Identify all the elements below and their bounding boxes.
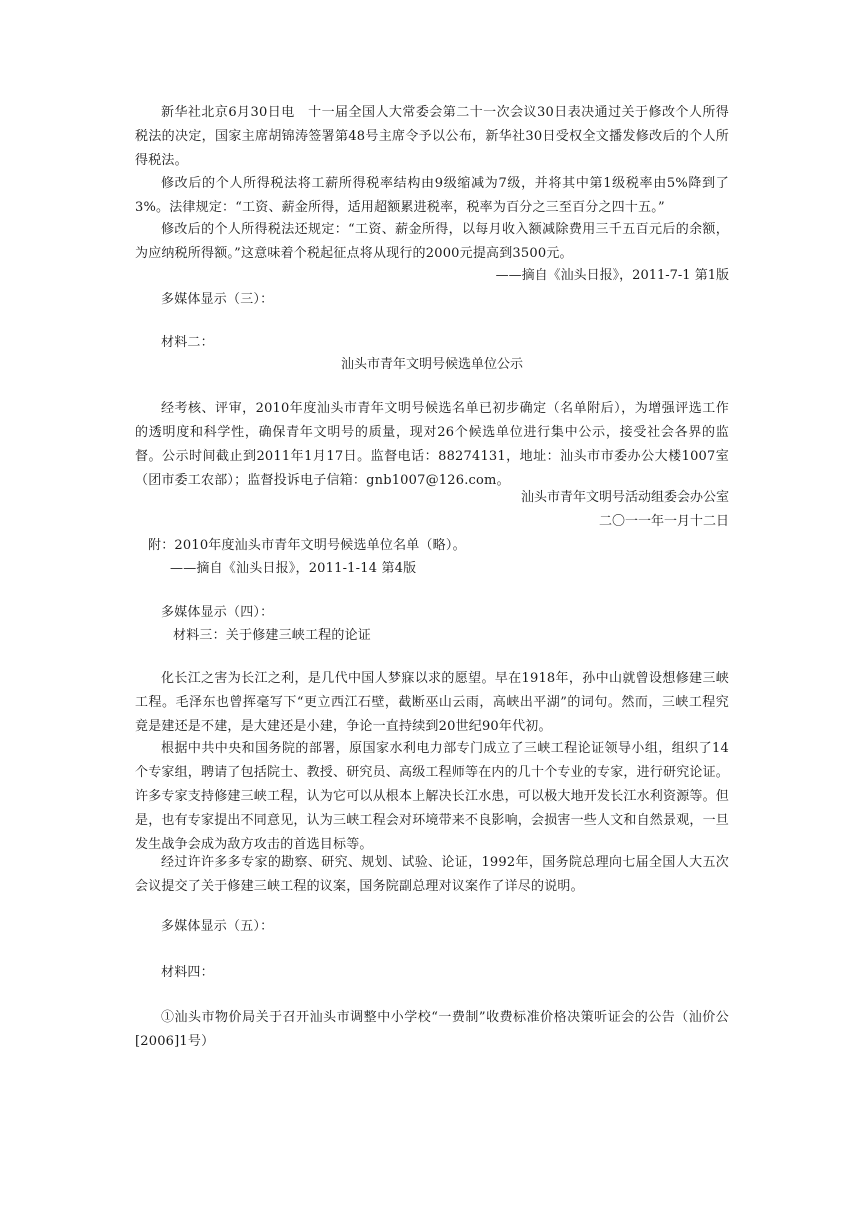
notice-body: 经考核、评审，2010年度汕头市青年文明号候选名单已初步确定（名单附后），为增强评选工作的透明度和科学性，确保青年文明号的质量，现对26个候选单位进行集中公示，接受社会各界的监督。公示时间截止到2011年1月17日。监督电话：88274131，地址：汕头市市委办公大楼1007室（团市委工农部）；监督投诉电子信箱：gnb1007@126.com。: [135, 401, 729, 488]
announcement-item-1: ①汕头市物价局关于召开汕头市调整中小学校“一费制”收费标准价格决策听证会的公告（汕价公[2006]1号）: [135, 1010, 729, 1049]
three-gorges-paragraph-2: 根据中共中央和国务院的部署，原国家水利电力部专门成立了三峡工程论证领导小组，组织了14个专家组，聘请了包括院士、教授、研究员、高级工程师等在内的几十个专业的专家，进行研究论证。许多专家支持修建三峡工程，认为它可以从根本上解决长江水患，可以极大地开发长江水利资源等。但是，也有专家提出不同意见，认为三峡工程会对环境带来不良影响，会损害一些人文和自然景观，一旦发生战争会成为敌方攻击的首选目标等。: [135, 741, 730, 852]
notice-title: 汕头市青年文明号候选单位公示: [340, 357, 523, 372]
media5-material-label: 材料四：: [161, 965, 214, 980]
notice-appendix: 附：2010年度汕头市青年文明号候选单位名单（略）。: [148, 538, 466, 553]
news-paragraph-3: 修改后的个人所得税法还规定：“工资、薪金所得，以每月收入额减除费用三千五百元后的余额，为应纳税所得额。”这意味着个税起征点将从现行的2000元提高到3500元。: [135, 222, 729, 261]
notice-source: ——摘自《汕头日报》，2011-1-14 第4版: [170, 561, 417, 576]
three-gorges-paragraph-3: 经过许许多多专家的勘察、研究、规划、试验、论证，1992年，国务院总理向七届全国人大五次会议提交了关于修建三峡工程的议案，国务院副总理对议案作了详尽的说明。: [135, 855, 729, 894]
media3-heading: 多媒体显示（三）：: [161, 292, 274, 307]
news-paragraph-2: 修改后的个人所得税法将工薪所得税率结构由9级缩减为7级，并将其中第1级税率由5%降到了3%。法律规定：“工资、薪金所得，适用超额累进税率，税率为百分之三至百分之四十五。”: [135, 176, 729, 215]
three-gorges-paragraph-1: 化长江之害为长江之利，是几代中国人梦寐以求的愿望。早在1918年，孙中山就曾设想修建三峡工程。毛泽东也曾挥毫写下“更立西江石壁，截断巫山云雨，高峡出平湖”的词句。然而，三峡工程究竟是建还是不建，是大建还是小建，争论一直持续到20世纪90年代初。: [135, 671, 729, 734]
media5-heading: 多媒体显示（五）：: [161, 919, 274, 934]
news-paragraph-1: 新华社北京6月30日电 十一届全国人大常委会第二十一次会议30日表决通过关于修改个人所得税法的决定，国家主席胡锦涛签署第48号主席令予以公布，新华社30日受权全文播发修改后的个人所得税法。: [135, 105, 729, 168]
media4-heading: 多媒体显示（四）：: [161, 605, 274, 620]
notice-signature: 汕头市青年文明号活动组委会办公室: [520, 490, 729, 505]
media3-material-label: 材料二：: [161, 335, 214, 350]
notice-date: 二〇一一年一月十二日: [598, 514, 729, 529]
news-source: ——摘自《汕头日报》，2011-7-1 第1版: [495, 268, 729, 283]
media4-material-label: 材料三：关于修建三峡工程的论证: [173, 628, 372, 643]
